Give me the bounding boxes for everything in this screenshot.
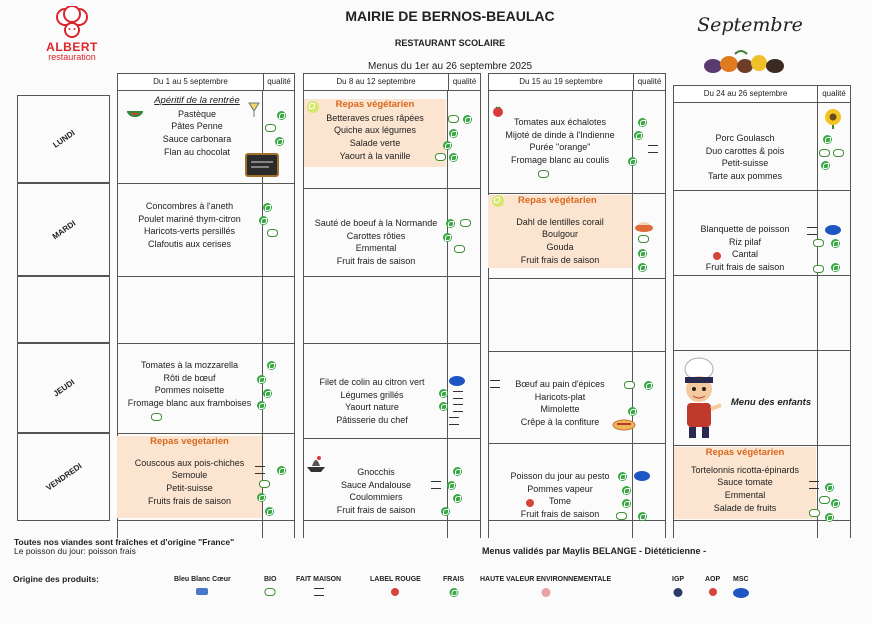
week-header: Du 8 au 12 septembre qualité xyxy=(303,73,481,91)
menu-jeudi-w2: Filet de colin au citron vert Légumes grillés Yaourt nature Pâtisserie du chef xyxy=(319,377,425,426)
msc-icon xyxy=(634,471,650,481)
watermelon-icon xyxy=(127,111,143,123)
meat-origin-note: Toutes nos viandes sont fraîches et d'origine "France" xyxy=(14,537,235,547)
frais-icon xyxy=(644,381,653,390)
menu-mardi-w3: Repas végétarien Dahl de lentilles corail Boulgour Gouda Fruit frais de saison xyxy=(488,195,632,268)
frais-icon xyxy=(622,486,631,495)
menu-des-enfants: Menu des enfants xyxy=(730,397,812,408)
fait-maison-icon xyxy=(453,404,463,412)
logo-subtitle: restauration xyxy=(48,52,96,62)
label-rouge-icon xyxy=(526,499,534,507)
day-blank-mercredi xyxy=(17,276,110,343)
logo-name: ALBERT xyxy=(46,40,98,54)
menu-jeudi-w1: Tomates à la mozzarella Rôti de bœuf Pommes noisette Fromage blanc aux framboises xyxy=(127,360,252,409)
frais-icon xyxy=(257,493,266,502)
frais-icon xyxy=(449,588,458,597)
bio-icon xyxy=(819,149,830,157)
legend-title: Origine des produits: xyxy=(13,574,99,584)
frais-icon xyxy=(618,472,627,481)
frais-icon xyxy=(823,135,832,144)
chalkboard-icon xyxy=(245,153,279,179)
leaf-icon xyxy=(307,101,319,113)
frais-icon xyxy=(439,402,448,411)
frais-icon xyxy=(257,375,266,384)
day-label-lundi: LUNDI xyxy=(17,95,110,183)
legend-aop: AOP xyxy=(705,576,720,583)
frais-icon xyxy=(453,494,462,503)
week-header: Du 15 au 19 septembre qualité xyxy=(488,73,666,91)
legend-bio: BIO xyxy=(264,576,276,583)
frais-icon xyxy=(638,118,647,127)
legend-hve: HAUTE VALEUR ENVIRONNEMENTALE xyxy=(480,576,611,583)
week-header: Du 1 au 5 septembre qualité xyxy=(117,73,295,91)
albert-logo xyxy=(38,6,106,62)
frais-icon xyxy=(443,233,452,242)
menu-lundi-w1: Apéritif de la rentrée Pastèque Pâtes Penne Sauce carbonara Flan au chocolat xyxy=(154,95,240,157)
frais-icon xyxy=(831,239,840,248)
leaf-icon xyxy=(492,195,504,207)
day-label-jeudi: JEUDI xyxy=(17,343,110,433)
bio-icon xyxy=(267,229,278,237)
bio-icon xyxy=(813,239,824,247)
frais-icon xyxy=(449,153,458,162)
cocktail-glass-icon xyxy=(247,101,261,119)
frais-icon xyxy=(257,401,266,410)
fait-maison-icon xyxy=(453,391,463,399)
crepe-icon xyxy=(612,417,636,431)
frais-icon xyxy=(825,513,834,522)
frais-icon xyxy=(622,499,631,508)
frais-icon xyxy=(446,219,455,228)
frais-icon xyxy=(628,157,637,166)
sunflower-icon xyxy=(821,107,845,129)
frais-icon xyxy=(277,111,286,120)
menu-vendredi-w2: Gnocchis Sauce Andalouse Coulommiers Fruit frais de saison xyxy=(336,467,416,516)
frais-icon xyxy=(825,483,834,492)
fait-maison-icon xyxy=(431,481,441,489)
bio-icon xyxy=(638,235,649,243)
week-header: Du 24 au 26 septembre qualité xyxy=(673,85,851,103)
frais-icon xyxy=(634,131,643,140)
bio-icon xyxy=(460,219,471,227)
bio-icon xyxy=(265,124,276,132)
frais-icon xyxy=(265,507,274,516)
msc-icon xyxy=(733,588,749,598)
frais-icon xyxy=(263,203,272,212)
bio-icon xyxy=(833,149,844,157)
fait-maison-icon xyxy=(449,417,459,425)
fait-maison-icon xyxy=(809,481,819,489)
frais-icon xyxy=(441,507,450,516)
frais-icon xyxy=(831,263,840,272)
bio-icon xyxy=(813,265,824,273)
label-rouge-icon xyxy=(391,588,399,596)
frais-icon xyxy=(821,161,830,170)
frais-icon xyxy=(638,249,647,258)
frais-icon xyxy=(443,141,452,150)
menu-lundi-w2: Repas végétarien Betteraves crues râpées Quiche aux légumes Salade verte Yaourt à la vanille xyxy=(304,99,446,167)
menu-period: Menus du 1er au 26 septembre 2025 xyxy=(368,61,532,72)
legend-fait-maison: FAIT MAISON xyxy=(296,576,341,583)
frais-icon xyxy=(463,115,472,124)
day-label-vendredi: VENDREDI xyxy=(17,433,110,521)
frais-icon xyxy=(449,129,458,138)
chef-kid-illustration xyxy=(675,355,723,440)
menu-lundi-w4: Porc Goulasch Duo carottes & pois Petit-suisse Tarte aux pommes xyxy=(705,133,785,182)
frais-icon xyxy=(277,466,286,475)
bio-icon xyxy=(448,115,459,123)
frais-icon xyxy=(447,481,456,490)
frais-icon xyxy=(638,263,647,272)
month-title: Septembre xyxy=(697,14,803,36)
legend-bleu-blanc-coeur: Bleu Blanc Cœur xyxy=(174,576,231,583)
menu-mardi-w1: Concombres à l'aneth Poulet mariné thym-citron Haricots-verts persillés Clafoutis aux cerises xyxy=(138,201,241,250)
page-title: MAIRIE DE BERNOS-BEAULAC xyxy=(345,8,555,24)
msc-icon xyxy=(825,225,841,235)
frais-icon xyxy=(628,407,637,416)
lentil-dish-icon xyxy=(634,219,654,233)
bio-icon xyxy=(151,413,162,421)
day-label-mardi: MARDI xyxy=(17,183,110,276)
bio-icon xyxy=(259,480,270,488)
frais-icon xyxy=(275,137,284,146)
bio-icon xyxy=(454,245,465,253)
bio-icon xyxy=(265,588,276,596)
fait-maison-icon xyxy=(255,466,265,474)
frais-icon xyxy=(259,216,268,225)
menu-jeudi-w3: Bœuf au pain d'épices Haricots-plat Mimolette Crêpe à la confiture xyxy=(515,379,605,428)
msc-icon xyxy=(449,376,465,386)
legend-label-rouge: LABEL ROUGE xyxy=(370,576,421,583)
legend-frais: FRAIS xyxy=(443,576,464,583)
aop-icon xyxy=(709,588,717,596)
aop-icon xyxy=(713,252,721,260)
hve-icon xyxy=(541,588,550,597)
fait-maison-icon xyxy=(807,227,817,235)
menu-lundi-w3: Tomates aux échalotes Mijoté de dinde à l'Indienne Purée "orange" Fromage blanc au coulis xyxy=(505,117,615,166)
fruit-basket-icon xyxy=(695,48,795,76)
legend-igp: IGP xyxy=(672,576,684,583)
fait-maison-icon xyxy=(314,588,324,596)
fish-note: Le poisson du jour: poisson frais xyxy=(14,546,136,556)
legend-msc: MSC xyxy=(733,576,749,583)
frais-icon xyxy=(638,512,647,521)
frais-icon xyxy=(831,499,840,508)
menu-mardi-w2: Sauté de boeuf à la Normande Carottes rôties Emmental Fruit frais de saison xyxy=(314,218,438,267)
validation-note: Menus validés par Maylis BELANGE - Diététicienne - xyxy=(482,546,707,556)
menu-mardi-w4: Blanquette de poisson Riz pilaf Cantal Fruit frais de saison xyxy=(700,224,790,273)
bio-icon xyxy=(624,381,635,389)
frais-icon xyxy=(267,361,276,370)
bio-icon xyxy=(809,509,820,517)
frais-icon xyxy=(263,389,272,398)
menu-vendredi-w4: Repas végétarien Tortelonnis ricotta-épinards Sauce tomate Emmental Salade de fruits xyxy=(674,447,816,519)
fait-maison-icon xyxy=(648,145,658,153)
bio-icon xyxy=(538,170,549,178)
chef-hat-icon xyxy=(53,6,91,38)
bio-icon xyxy=(616,512,627,520)
menu-vendredi-w1: Repas vegetarien Couscous aux pois-chiches Semoule Petit-suisse Fruits frais de saison xyxy=(117,436,262,518)
bio-icon xyxy=(435,153,446,161)
page-subtitle: RESTAURANT SCOLAIRE xyxy=(394,38,506,48)
frais-icon xyxy=(453,467,462,476)
frais-icon xyxy=(439,389,448,398)
bio-icon xyxy=(819,496,830,504)
igp-icon xyxy=(674,588,683,597)
bleu-blanc-coeur-icon xyxy=(196,588,208,595)
menu-vendredi-w3: Poisson du jour au pesto Pommes vapeur Tome Fruit frais de saison xyxy=(510,471,610,520)
